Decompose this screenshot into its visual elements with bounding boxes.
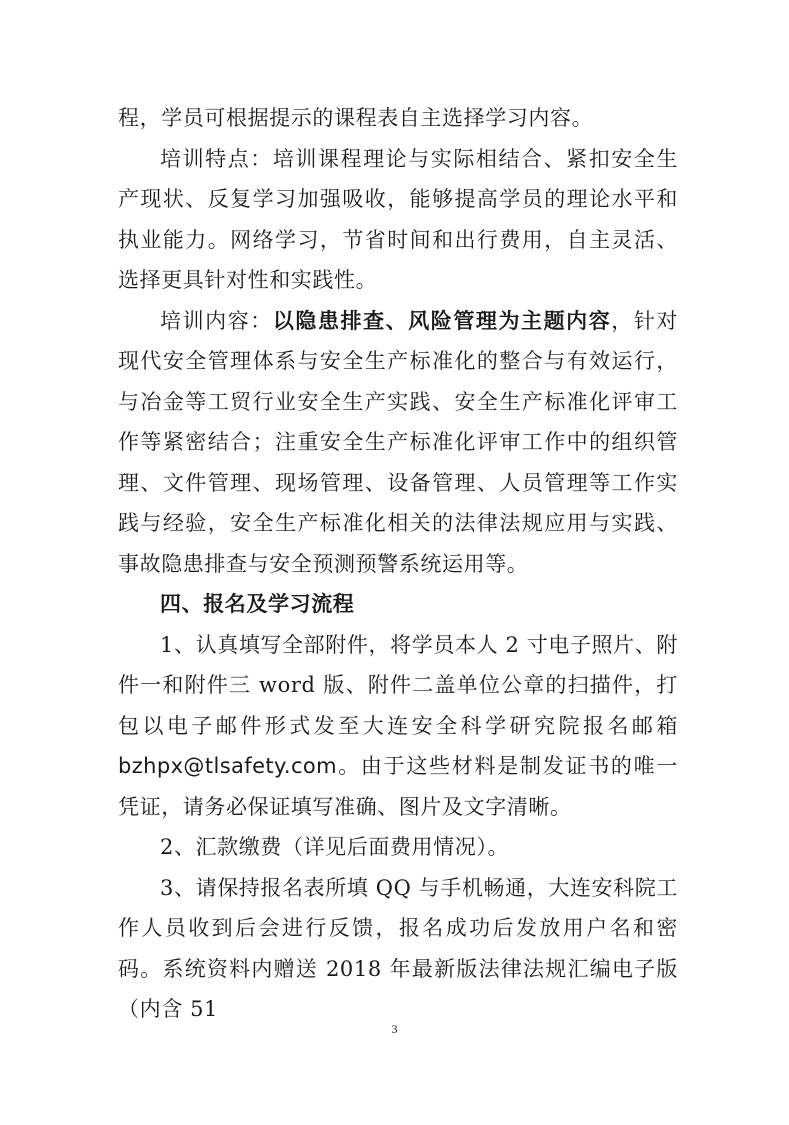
page-number: 3 — [391, 1022, 398, 1036]
item1-text-end: 。由于这些材料是制发证书的唯一凭证，请务必保证填写准确、图片及文字清晰。 — [118, 754, 678, 819]
list-item-2: 2、汇款缴费（详见后面费用情况）。 — [160, 835, 510, 859]
list-item-1 — [118, 625, 678, 828]
registration-email: bzhpx@tlsafety.com — [118, 754, 338, 778]
list-item-3: 3、请保持报名表所填 QQ 与手机畅通，大连安科院工作人员收到后会进行反馈，报名成功后发放用户名和密码。系统资料内赠送 2018 年最新版法律法规汇编电子版（内含 51 — [118, 875, 678, 1021]
paragraph-continuation: 程，学员可根据提示的课程表自主选择学习内容。 — [118, 106, 594, 130]
paragraph-training-content — [118, 301, 678, 585]
training-content-rest: ，针对现代安全管理体系与安全生产标准化的整合与有效运行，与冶金等工贸行业安全生产实践、安全生产标准化评审工作等紧密结合；注重安全生产标准化评审工作中的组织管理、文件管理、现场管理、设备管理、人员管理等工作实践与经验，安全生产标准化相关的法律法规应用与实践、事故隐患排查与安全预测预警系统运用等。 — [118, 308, 679, 576]
body-text — [118, 98, 678, 1030]
paragraph-training-features: 培训特点：培训课程理论与实际相结合、紧扣安全生产现状、反复学习加强吸收，能够提高学员的理论水平和执业能力。网络学习，节省时间和出行费用，自主灵活、选择更具针对性和实践性。 — [118, 146, 678, 292]
training-content-lead: 培训内容： — [160, 308, 273, 333]
section-heading-registration: 四、报名及学习流程 — [160, 592, 355, 616]
item1-text: 1、认真填写全部附件，将学员本人 2 寸电子照片、附件一和附件三 word 版、附件二盖单位公章的扫描件，打包以电子邮件形式发至大连安全科学研究院报名邮箱 — [118, 632, 678, 738]
training-content-bold: 以隐患排查、风险管理为主题内容 — [272, 308, 612, 333]
